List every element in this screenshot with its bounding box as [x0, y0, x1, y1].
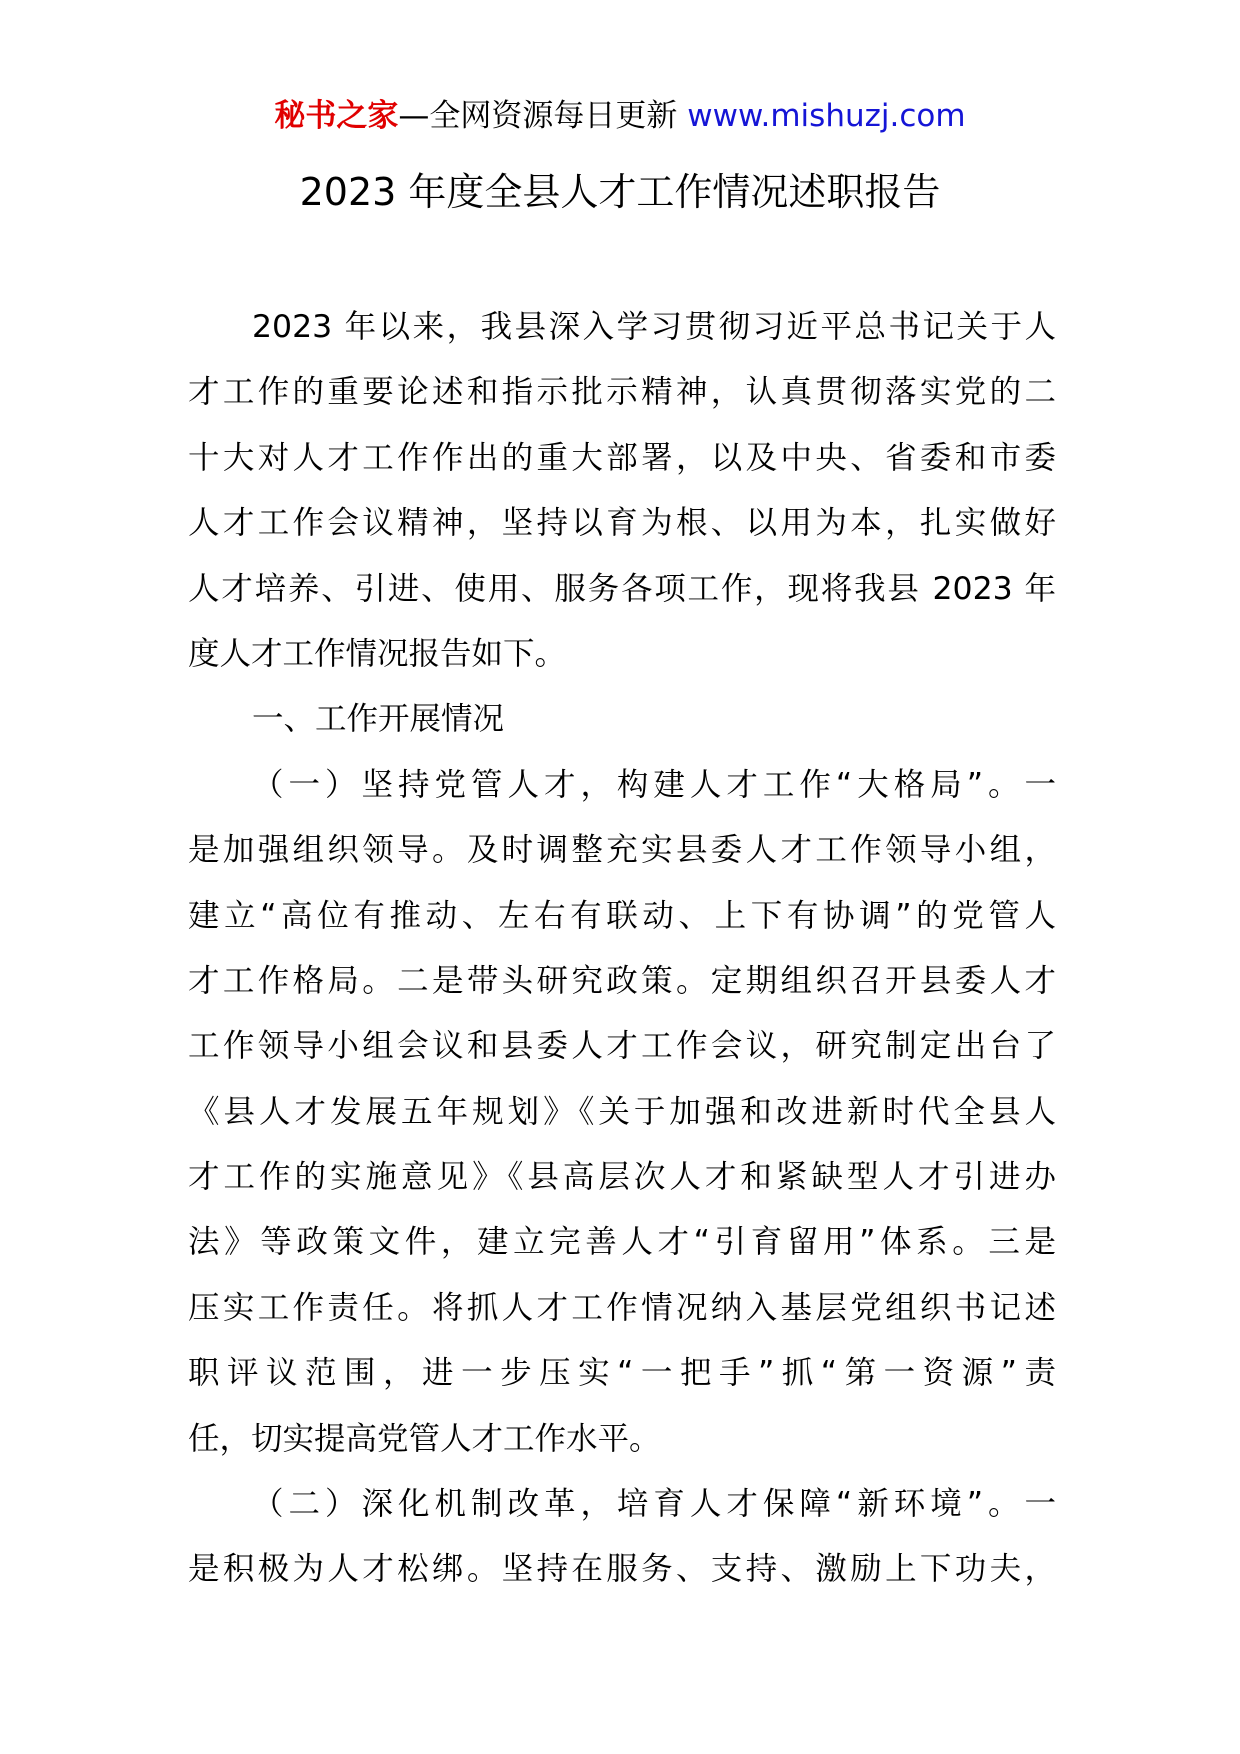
paragraph-line: （一）坚持党管人才，构建人才工作“大格局”。一 [252, 766, 1056, 803]
paragraph-line: 压实工作责任。将抓人才工作情况纳入基层党组织书记述 [188, 1289, 1056, 1326]
paragraph-line: 工作领导小组会议和县委人才工作会议，研究制定出台了 [188, 1028, 1056, 1065]
document-title: 2023 年度全县人才工作情况述职报告 [299, 170, 941, 214]
paragraph-line: 人才培养、引进、使用、服务各项工作，现将我县 2023 年 [188, 570, 1056, 607]
page-header [0, 96, 1240, 136]
paragraph-line: （二）深化机制改革，培育人才保障“新环境”。一 [252, 1486, 1056, 1523]
header-tagline: —全网资源每日更新 [398, 98, 688, 134]
paragraph-line: 度人才工作情况报告如下。 [188, 635, 567, 672]
paragraph-line: 任，切实提高党管人才工作水平。 [188, 1420, 661, 1457]
paragraph-line: 《县人才发展五年规划》《关于加强和改进新时代全县人 [188, 1093, 1056, 1130]
brand-name: 秘书之家 [274, 98, 399, 134]
paragraph-line: 职评议范围，进一步压实“一把手”抓“第一资源”责 [188, 1355, 1056, 1392]
paragraph-line: 是加强组织领导。及时调整充实县委人才工作领导小组， [188, 832, 1056, 869]
paragraph-line: 十大对人才工作作出的重大部署，以及中央、省委和市委 [188, 439, 1056, 476]
paragraph-line: 2023 年以来，我县深入学习贯彻习近平总书记关于人 [252, 309, 1056, 345]
document-body [188, 295, 1056, 1603]
paragraph-line: 才工作的实施意见》《县高层次人才和紧缺型人才引进办 [188, 1159, 1056, 1196]
section-heading: 一、工作开展情况 [252, 701, 505, 738]
paragraph-line: 才工作的重要论述和指示批示精神，认真贯彻落实党的二 [188, 374, 1056, 411]
paragraph-line: 人才工作会议精神，坚持以育为根、以用为本，扎实做好 [188, 505, 1056, 542]
website-link[interactable]: www.mishuzj.com [687, 98, 966, 134]
paragraph-line: 才工作格局。二是带头研究政策。定期组织召开县委人才 [188, 962, 1056, 999]
paragraph-line: 建立“高位有推动、左右有联动、上下有协调”的党管人 [188, 897, 1056, 934]
paragraph-line: 是积极为人才松绑。坚持在服务、支持、激励上下功夫， [188, 1551, 1056, 1588]
paragraph-line: 法》等政策文件，建立完善人才“引育留用”体系。三是 [188, 1224, 1056, 1261]
